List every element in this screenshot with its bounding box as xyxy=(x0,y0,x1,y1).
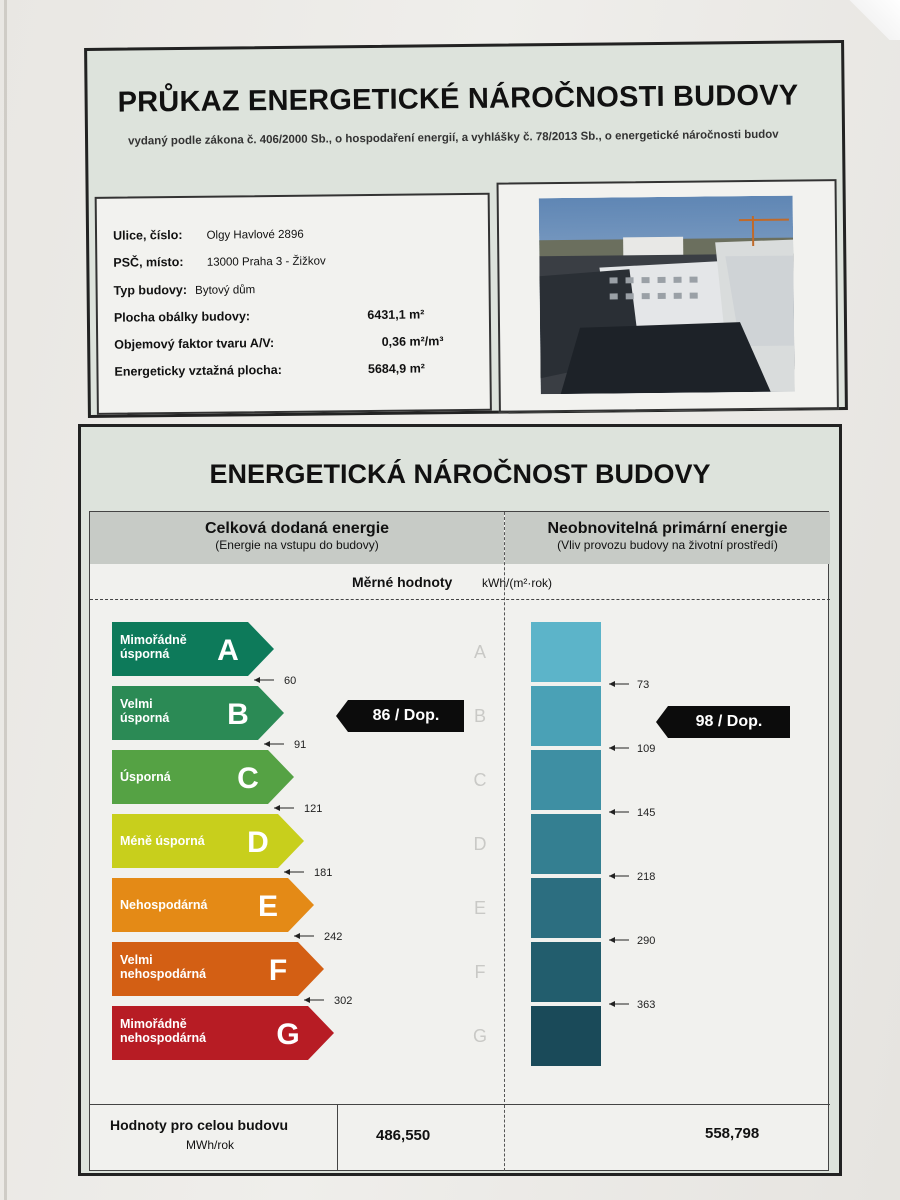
certificate-subtitle: vydaný podle zákona č. 406/2000 Sb., o hospodaření energií, a vyhlášky č. 78/2013 Sb., o energetické náročnosti budov xyxy=(128,128,779,148)
right-threshold-arrowhead xyxy=(609,873,615,879)
psc-row xyxy=(113,253,326,269)
certificate-title: PRŮKAZ ENERGETICKÉ NÁROČNOSTI BUDOVY xyxy=(117,79,799,119)
ghost-letter-e: E xyxy=(473,898,487,918)
right-threshold-value: 109 xyxy=(637,743,656,755)
street-row xyxy=(113,227,304,243)
left-threshold-value: 121 xyxy=(304,803,323,815)
class-letter-e: E xyxy=(257,890,279,923)
left-threshold-value: 60 xyxy=(284,675,297,687)
factor-label: Objemový faktor tvaru A/V: xyxy=(114,336,275,352)
right-threshold-arrowhead xyxy=(609,937,615,943)
envelope-label: Plocha obálky budovy: xyxy=(113,309,251,325)
right-threshold-arrowhead xyxy=(609,681,615,687)
class-label-c: Úsporná xyxy=(120,770,171,784)
whole-building-left-cell xyxy=(338,1105,504,1171)
type-label: Typ budovy: xyxy=(113,282,188,298)
right-rating-value: 98 / Dop. xyxy=(695,713,763,730)
whole-building-unit: MWh/rok xyxy=(186,1138,234,1152)
envelope-value: 6431,1 m² xyxy=(367,307,425,323)
class-label2-b: úsporná xyxy=(120,711,170,725)
ghost-letter-g: G xyxy=(472,1026,488,1046)
factor-value: 0,36 m²/m³ xyxy=(381,334,444,349)
class-letter-g: G xyxy=(276,1018,300,1051)
ghost-letter-b: B xyxy=(473,706,487,726)
whole-building-label-cell xyxy=(90,1105,338,1171)
whole-building-row xyxy=(90,1104,830,1170)
left-threshold-arrowhead xyxy=(264,741,270,747)
specific-values-unit: kWh/(m²·rok) xyxy=(482,576,552,590)
left-threshold-arrowhead xyxy=(274,805,280,811)
energy-table xyxy=(89,511,829,1171)
right-rating-badge xyxy=(668,706,790,738)
class-letter-f: F xyxy=(268,954,288,987)
left-threshold-value: 302 xyxy=(334,995,353,1007)
class-label-f: Velmi xyxy=(120,953,153,967)
area-value: 5684,9 m² xyxy=(367,361,425,377)
area-label: Energeticky vztažná plocha: xyxy=(114,362,282,379)
right-threshold-arrowhead xyxy=(609,1001,615,1007)
primary-energy-segment xyxy=(531,1006,601,1066)
specific-values-label: Měrné hodnoty xyxy=(352,574,453,590)
ghost-letter-a: A xyxy=(473,642,487,662)
primary-energy-segment xyxy=(531,622,601,682)
class-letter-d: D xyxy=(247,826,269,859)
whole-building-right-value: 558,798 xyxy=(705,1125,760,1142)
right-column-subtitle: (Vliv provozu budovy na životní prostředí) xyxy=(557,538,778,552)
class-label-e: Nehospodárná xyxy=(120,898,208,912)
right-threshold-value: 145 xyxy=(637,807,656,819)
right-threshold-value: 218 xyxy=(637,871,656,883)
class-label-g: Mimořádně xyxy=(120,1017,187,1031)
right-threshold-arrowhead xyxy=(609,809,615,815)
left-threshold-arrowhead xyxy=(284,869,290,875)
right-badge-pointer xyxy=(656,706,668,738)
left-rating-value: 86 / Dop. xyxy=(372,707,440,724)
right-threshold-value: 290 xyxy=(637,935,656,947)
left-threshold-arrowhead xyxy=(254,677,260,683)
class-letter-a: A xyxy=(217,634,239,667)
left-column-title: Celková dodaná energie xyxy=(204,520,390,537)
primary-energy-segment xyxy=(531,750,601,810)
page-corner xyxy=(840,0,900,40)
left-threshold-arrowhead xyxy=(294,933,300,939)
primary-energy-segment xyxy=(531,878,601,938)
type-value: Bytový dům xyxy=(195,284,256,297)
ghost-letter-f: F xyxy=(474,962,486,982)
ghost-letter-d: D xyxy=(473,834,487,854)
building-photo-frame xyxy=(497,179,839,413)
right-threshold-value: 363 xyxy=(637,999,656,1011)
left-threshold-value: 181 xyxy=(314,867,333,879)
left-threshold-value: 242 xyxy=(324,931,343,943)
left-column-subtitle: (Energie na vstupu do budovy) xyxy=(215,538,379,552)
whole-building-label: Hodnoty pro celou budovu xyxy=(110,1117,289,1133)
left-badge-pointer xyxy=(336,700,348,732)
class-label-a: Mimořádně xyxy=(120,633,187,647)
whole-building-left-value: 486,550 xyxy=(376,1127,431,1144)
psc-value: 13000 Praha 3 - Žižkov xyxy=(206,255,326,269)
factor-row xyxy=(114,334,443,351)
street-label: Ulice, číslo: xyxy=(112,227,183,243)
area-row xyxy=(114,361,425,378)
street-value: Olgy Havlové 2896 xyxy=(206,228,304,242)
class-label-d: Méně úsporná xyxy=(120,834,205,848)
building-info-box xyxy=(95,193,492,415)
class-label-b: Velmi xyxy=(120,697,153,711)
class-label2-g: nehospodárná xyxy=(120,1031,207,1045)
energy-title: ENERGETICKÁ NÁROČNOST BUDOVY xyxy=(209,459,711,489)
primary-energy-segment xyxy=(531,814,601,874)
left-threshold-arrowhead xyxy=(304,997,310,1003)
class-letter-c: C xyxy=(237,762,259,795)
energy-performance-card xyxy=(78,424,842,1176)
class-letter-b: B xyxy=(227,698,249,731)
right-threshold-value: 73 xyxy=(637,679,650,691)
left-rating-badge xyxy=(348,700,464,732)
primary-energy-segment xyxy=(531,942,601,1002)
class-label2-a: úsporná xyxy=(120,647,170,661)
energy-scale-graphic xyxy=(90,512,830,1102)
envelope-row xyxy=(114,307,425,324)
psc-label: PSČ, místo: xyxy=(113,254,184,270)
class-label2-f: nehospodárná xyxy=(120,967,207,981)
right-threshold-arrowhead xyxy=(609,745,615,751)
paper-edge xyxy=(4,0,7,1200)
left-threshold-value: 91 xyxy=(294,739,307,751)
type-row xyxy=(114,282,256,297)
building-photo xyxy=(539,196,795,395)
whole-building-right-cell xyxy=(504,1105,830,1171)
ghost-letter-c: C xyxy=(473,770,487,790)
certificate-header-card xyxy=(84,40,848,418)
primary-energy-segment xyxy=(531,686,601,746)
right-column-title: Neobnovitelná primární energie xyxy=(547,520,788,537)
